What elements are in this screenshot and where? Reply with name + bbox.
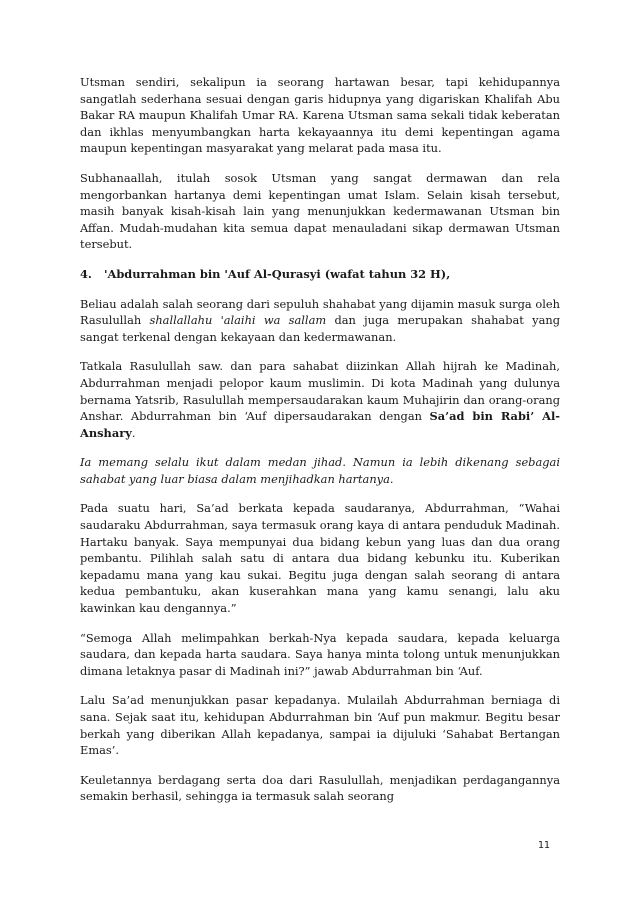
- hijrah-text-b: .: [131, 425, 136, 440]
- section-number: 4.: [80, 266, 92, 281]
- paragraph-abdurrahman-intro: [80, 296, 560, 346]
- section-title: 'Abdurrahman bin 'Auf Al-Qurasyi (wafat tahun 32 H),: [104, 266, 451, 281]
- intro-honorific: shallallahu 'alaihi wa sallam: [149, 313, 327, 328]
- intro-text-b: dan juga merupakan shahabat yang sangat terkenal dengan kekayaan dan kedermawanan.: [80, 313, 560, 344]
- paragraph-utsman-generosity: Subhanaallah, itulah sosok Utsman yang sangat dermawan dan rela mengorbankan hartanya demi kepentingan umat Islam. Selain kisah tersebut, masih banyak kisah-kisah lain yang menunjukkan kedermawanan Utsman bin Affan. Mudah-mudahan kita semua dapat menauladani sikap dermawan Utsman tersebut.: [80, 170, 560, 252]
- paragraph-jihad-italic: Ia memang selalu ikut dalam medan jihad. Namun ia lebih dikenang sebagai sahabat yang luar biasa dalam menjihadkan hartanya.: [80, 455, 560, 486]
- paragraph-saad-offer: Pada suatu hari, Sa’ad berkata kepada saudaranya, Abdurrahman, “Wahai saudaraku Abdurrahman, saya termasuk orang kaya di antara penduduk Madinah. Hartaku banyak. Saya mempunyai dua bidang kebun yang luas dan dua orang pembantu. Pilihlah salah satu di antara dua bidang kebunku itu. Kuberikan kepadamu mana yang kau sukai. Begitu juga dengan salah seorang di antara kedua pembantuku, akan kuserahkan mana yang kamu senangi, lalu aku kawinkan kau dengannya.”: [80, 501, 560, 616]
- intro-text-a: Beliau adalah salah seorang dari sepuluh shahabat yang dijamin masuk surga oleh Rasulullah: [80, 296, 560, 328]
- hijrah-text-a: Tatkala Rasulullah saw. dan para sahabat diizinkan Allah hijrah ke Madinah, Abdurrahman menjadi pelopor kaum muslimin. Di kota Madinah yang dulunya bernama Yatsrib, Rasulullah mempersaudarakan kaum Muhajirin dan orang-orang Anshar. Abdurrahman bin ‘Auf dipersaudarakan dengan: [80, 359, 560, 424]
- document-page: [80, 74, 560, 818]
- paragraph-trade-success: Keuletannya berdagang serta doa dari Rasulullah, menjadikan perdagangannya semakin berhasil, sehingga ia termasuk salah seorang: [80, 772, 560, 804]
- hijrah-name-bold: Sa’ad bin Rabi’ Al-Anshary: [80, 409, 560, 440]
- paragraph-utsman-simplicity: Utsman sendiri, sekalipun ia seorang hartawan besar, tapi kehidupannya sangatlah sederhana sesuai dengan garis hidupnya yang digariskan Khalifah Abu Bakar RA maupun Khalifah Umar RA. Karena Utsman sama sekali tidak keberatan dan ikhlas menyumbangkan harta kekayaannya itu demi kepentingan agama maupun kepentingan masyarakat yang melarat pada masa itu.: [80, 75, 560, 156]
- paragraph-hijrah: [80, 358, 560, 441]
- paragraph-abdurrahman-reply: “Semoga Allah melimpahkan berkah-Nya kepada saudara, kepada keluarga saudara, dan kepada harta saudara. Saya hanya minta tolong untuk menunjukkan dimana letaknya pasar di Madinah ini?” jawab Abdurrahman bin ‘Auf.: [80, 630, 560, 678]
- section-heading: [80, 266, 560, 283]
- paragraph-market: Lalu Sa’ad menunjukkan pasar kepadanya. Mulailah Abdurrahman berniaga di sana. Sejak saat itu, kehidupan Abdurrahman bin ‘Auf pun makmur. Begitu besar berkah yang diberikan Allah kepadanya, sampai ia dijuluki ‘Sahabat Bertangan Emas’.: [80, 693, 560, 758]
- page-number: 11: [538, 840, 551, 851]
